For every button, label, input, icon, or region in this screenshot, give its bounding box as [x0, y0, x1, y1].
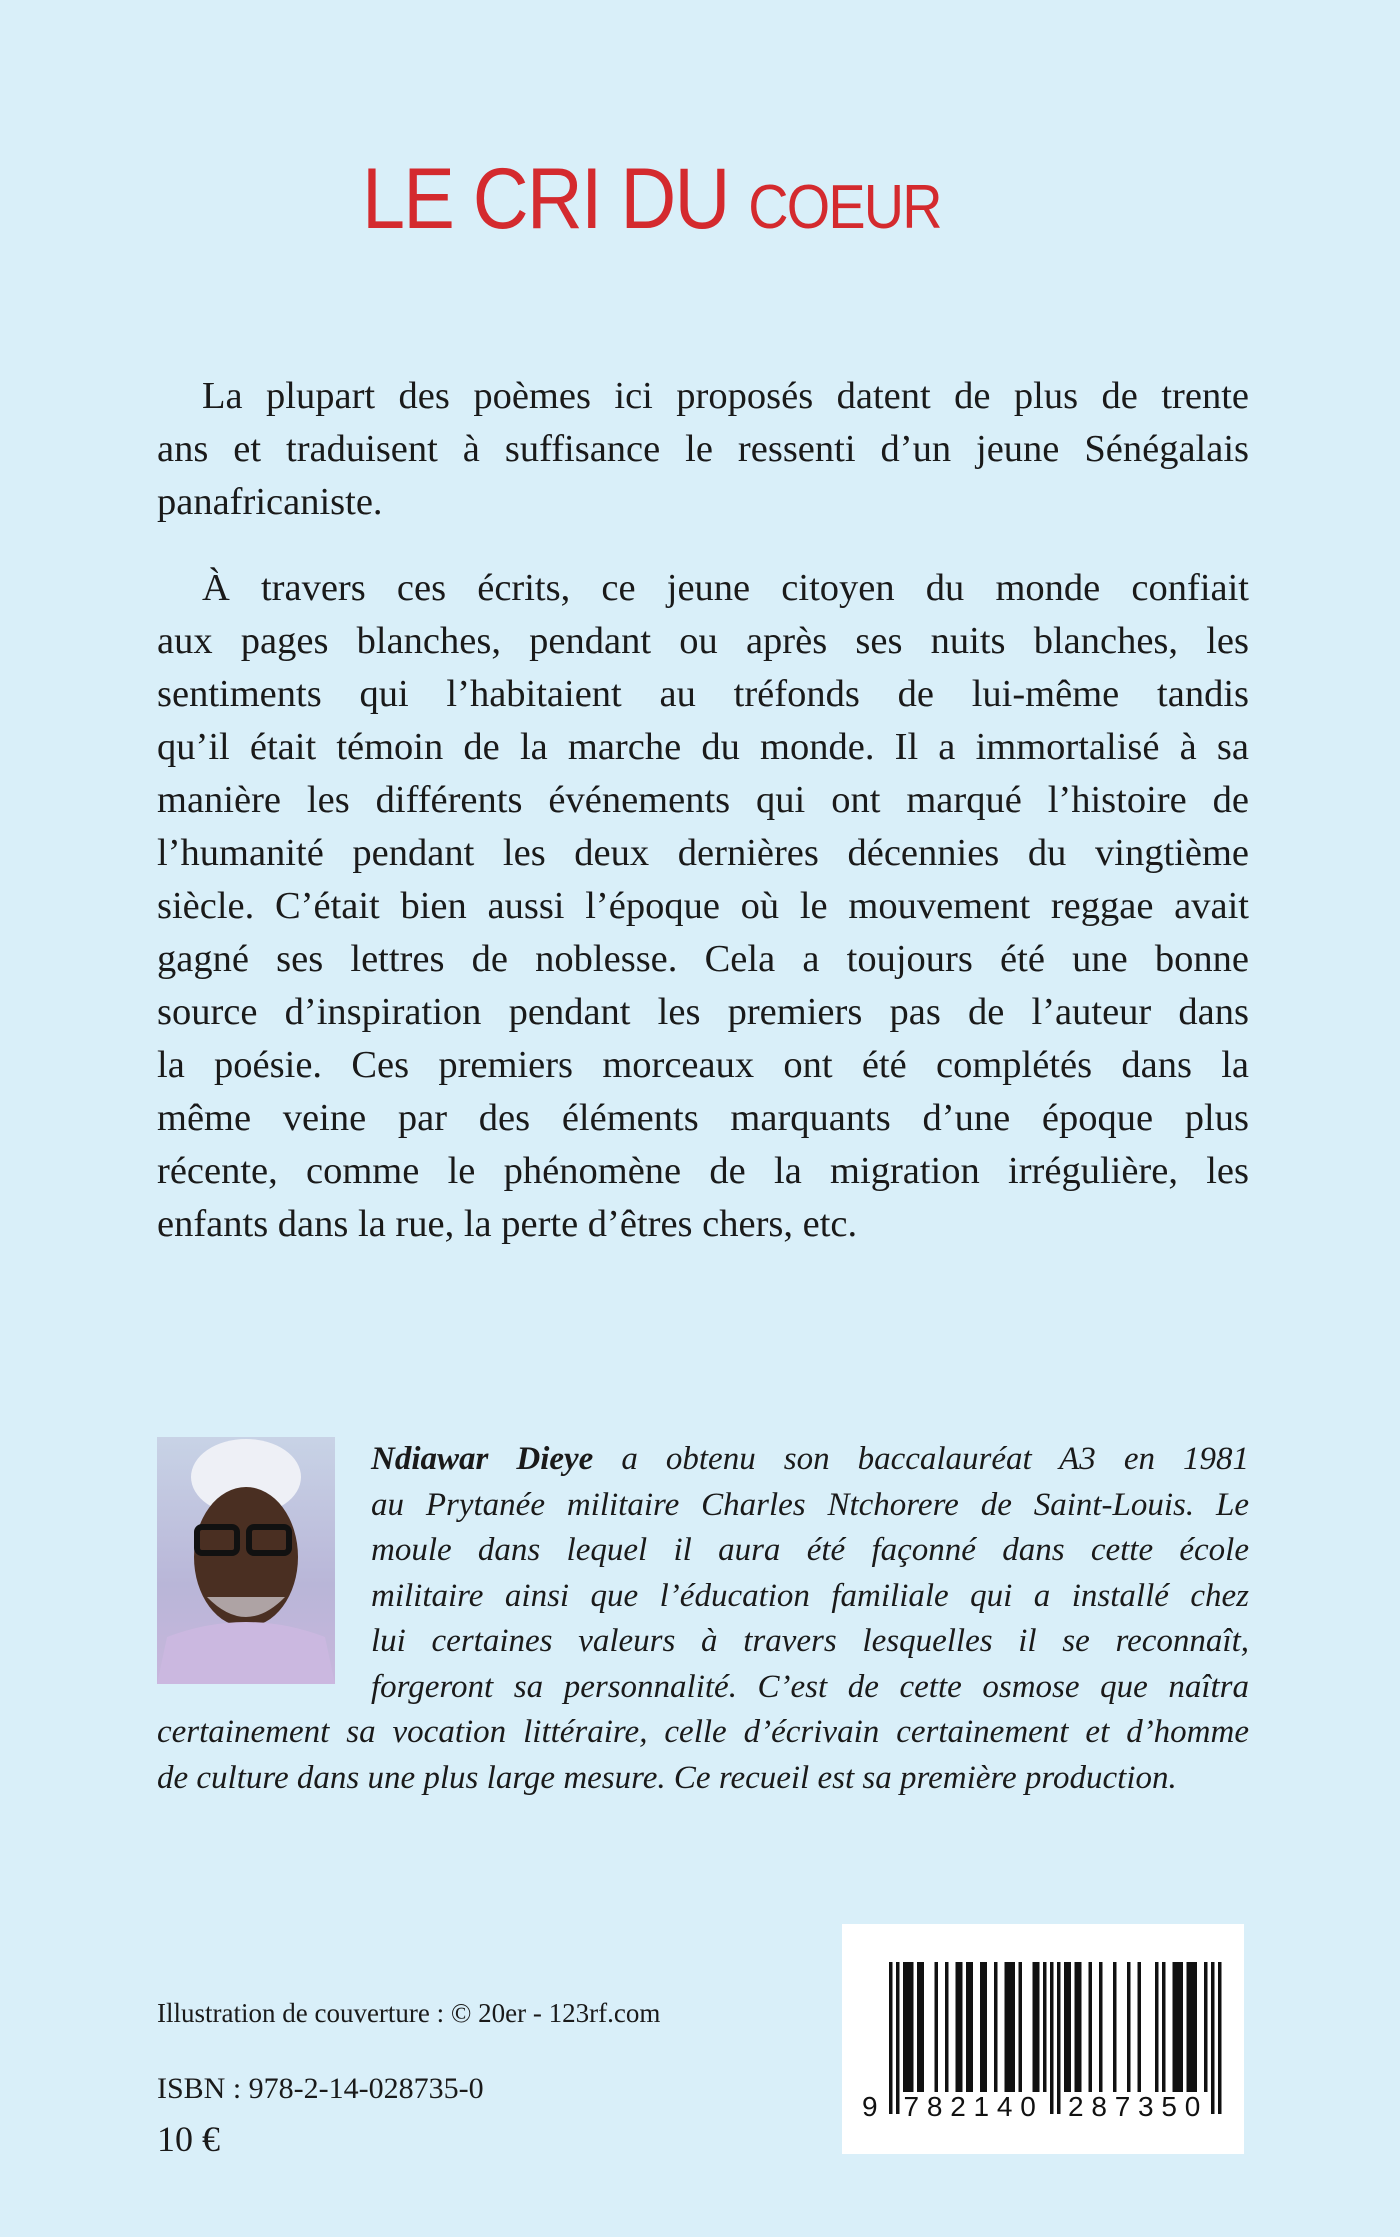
text-line: l’humanité pendant les deux dernières décennies du vingtième [157, 832, 1249, 874]
text-line: siècle. C’était bien aussi l’époque où le mouvement reggae avait [157, 885, 1249, 927]
bio-line: forgeront sa personnalité. C’est de cette osmose que naîtra [371, 1668, 1249, 1705]
barcode-bar [1050, 1962, 1054, 2114]
barcode-bar [994, 1962, 998, 2092]
text-line: qu’il était témoin de la marche du monde. Il a immortalisé à sa [157, 726, 1249, 768]
bio-line: moule dans lequel il aura été façonné dans cette école [371, 1532, 1249, 1568]
barcode-bar [959, 1962, 963, 2092]
text-line: même veine par des éléments marquants d’une époque plus [157, 1097, 1249, 1139]
barcode-bar [1162, 1962, 1166, 2092]
barcode-bar [1036, 1962, 1040, 2092]
barcode-bar [1204, 1962, 1208, 2092]
text-line: sentiments qui l’habitaient au tréfonds de lui-même tandis [157, 673, 1249, 715]
text-line: gagné ses lettres de noblesse. Cela a toujours été une bonne [157, 938, 1249, 980]
barcode-bar [1190, 1962, 1194, 2092]
barcode-bar [1008, 1962, 1012, 2092]
barcode-digits: 2 8 7 3 5 0 [1068, 2091, 1201, 2122]
barcode-bar [956, 1962, 960, 2092]
barcode-bar [945, 1962, 949, 2092]
barcode-bar [970, 1962, 974, 2092]
barcode-bar [1075, 1962, 1079, 2092]
price: 10 € [157, 2119, 220, 2159]
barcode-bar [984, 1962, 988, 2092]
barcode-graphic [842, 1924, 1244, 2154]
barcode-bar [1064, 1962, 1068, 2092]
text-line: source d’inspiration pendant les premiers pas de l’auteur dans [157, 991, 1249, 1033]
barcode-bar [935, 1962, 939, 2092]
barcode-bar [903, 1962, 907, 2092]
barcode-bar [980, 1962, 984, 2092]
barcode-bar [907, 1962, 911, 2092]
barcode-bar [921, 1962, 925, 2092]
barcode-bar [917, 1962, 921, 2092]
cover-credit: Illustration de couverture : © 20er - 123rf.com [157, 1998, 661, 2028]
title-main: LE CRI DU [362, 151, 729, 247]
bio-line: au Prytanée militaire Charles Ntchorere de Saint-Louis. Le [371, 1486, 1249, 1523]
barcode-bar [1068, 1962, 1072, 2092]
barcode-bar [1113, 1962, 1117, 2092]
book-title [362, 150, 941, 249]
barcode-bar [966, 1962, 970, 2092]
barcode-bar [1012, 1962, 1016, 2092]
summary-paragraph-2 [157, 562, 1249, 1251]
text-line: La plupart des poèmes ici proposés datent de plus de trente [202, 375, 1249, 417]
barcode-bar [1057, 1962, 1061, 2114]
barcode-bar [1211, 1962, 1215, 2114]
barcode-bar [1043, 1962, 1047, 2092]
bio-line [371, 1437, 1249, 1483]
barcode-bar [1194, 1962, 1198, 2092]
text-line: ans et traduisent à suffisance le ressenti d’un jeune Sénégalais [157, 428, 1249, 470]
barcode [842, 1924, 1244, 2154]
bio-line: lui certaines valeurs à travers lesquelles il se reconnaît, [371, 1623, 1249, 1659]
text-line: panafricaniste. [157, 481, 383, 523]
barcode-bar [1005, 1962, 1009, 2092]
isbn: ISBN : 978-2-14-028735-0 [157, 2072, 484, 2105]
barcode-bar [1078, 1962, 1082, 2092]
text-line: la poésie. Ces premiers morceaux ont été complétés dans la [157, 1044, 1249, 1086]
bio-line: militaire ainsi que l’éducation familiale qui a installé chez [371, 1577, 1249, 1614]
bio-line: de culture dans une plus large mesure. Ce recueil est sa première production. [157, 1759, 1177, 1796]
barcode-bar [1218, 1962, 1222, 2114]
barcode-bar [1173, 1962, 1177, 2092]
text-line: manière les différents événements qui ont marqué l’histoire de [157, 779, 1249, 821]
bio-text: a obtenu son baccalauréat A3 en 1981 [621, 1441, 1249, 1477]
barcode-bar [1187, 1962, 1191, 2092]
text-line: aux pages blanches, pendant ou après ses nuits blanches, les [157, 620, 1249, 662]
author-name: Ndiawar Dieye [371, 1441, 594, 1477]
text-line: enfants dans la rue, la perte d’êtres chers, etc. [157, 1203, 858, 1245]
barcode-bar [889, 1962, 893, 2114]
barcode-bar [1155, 1962, 1159, 2092]
barcode-bar [1089, 1962, 1093, 2092]
barcode-bar [896, 1962, 900, 2114]
barcode-bar [1099, 1962, 1103, 2092]
text-line: récente, comme le phénomène de la migration irrégulière, les [157, 1150, 1249, 1192]
barcode-bar [1180, 1962, 1184, 2092]
bio-line: certainement sa vocation littéraire, celle d’écrivain certainement et d’homme [157, 1714, 1249, 1750]
barcode-bar [910, 1962, 914, 2092]
text-line: À travers ces écrits, ce jeune citoyen du monde confiait [202, 567, 1249, 609]
summary-paragraph-1 [157, 370, 1249, 529]
barcode-bar [1176, 1962, 1180, 2092]
barcode-digits: 7 8 2 1 4 0 [903, 2091, 1036, 2122]
barcode-bar [1033, 1962, 1037, 2092]
title-small: COEUR [748, 173, 941, 242]
author-bio [157, 1437, 1249, 1801]
barcode-bar [1138, 1962, 1142, 2092]
barcode-bar [1019, 1962, 1023, 2092]
barcode-bar [1127, 1962, 1131, 2092]
barcode-digits: 9 [862, 2091, 878, 2122]
